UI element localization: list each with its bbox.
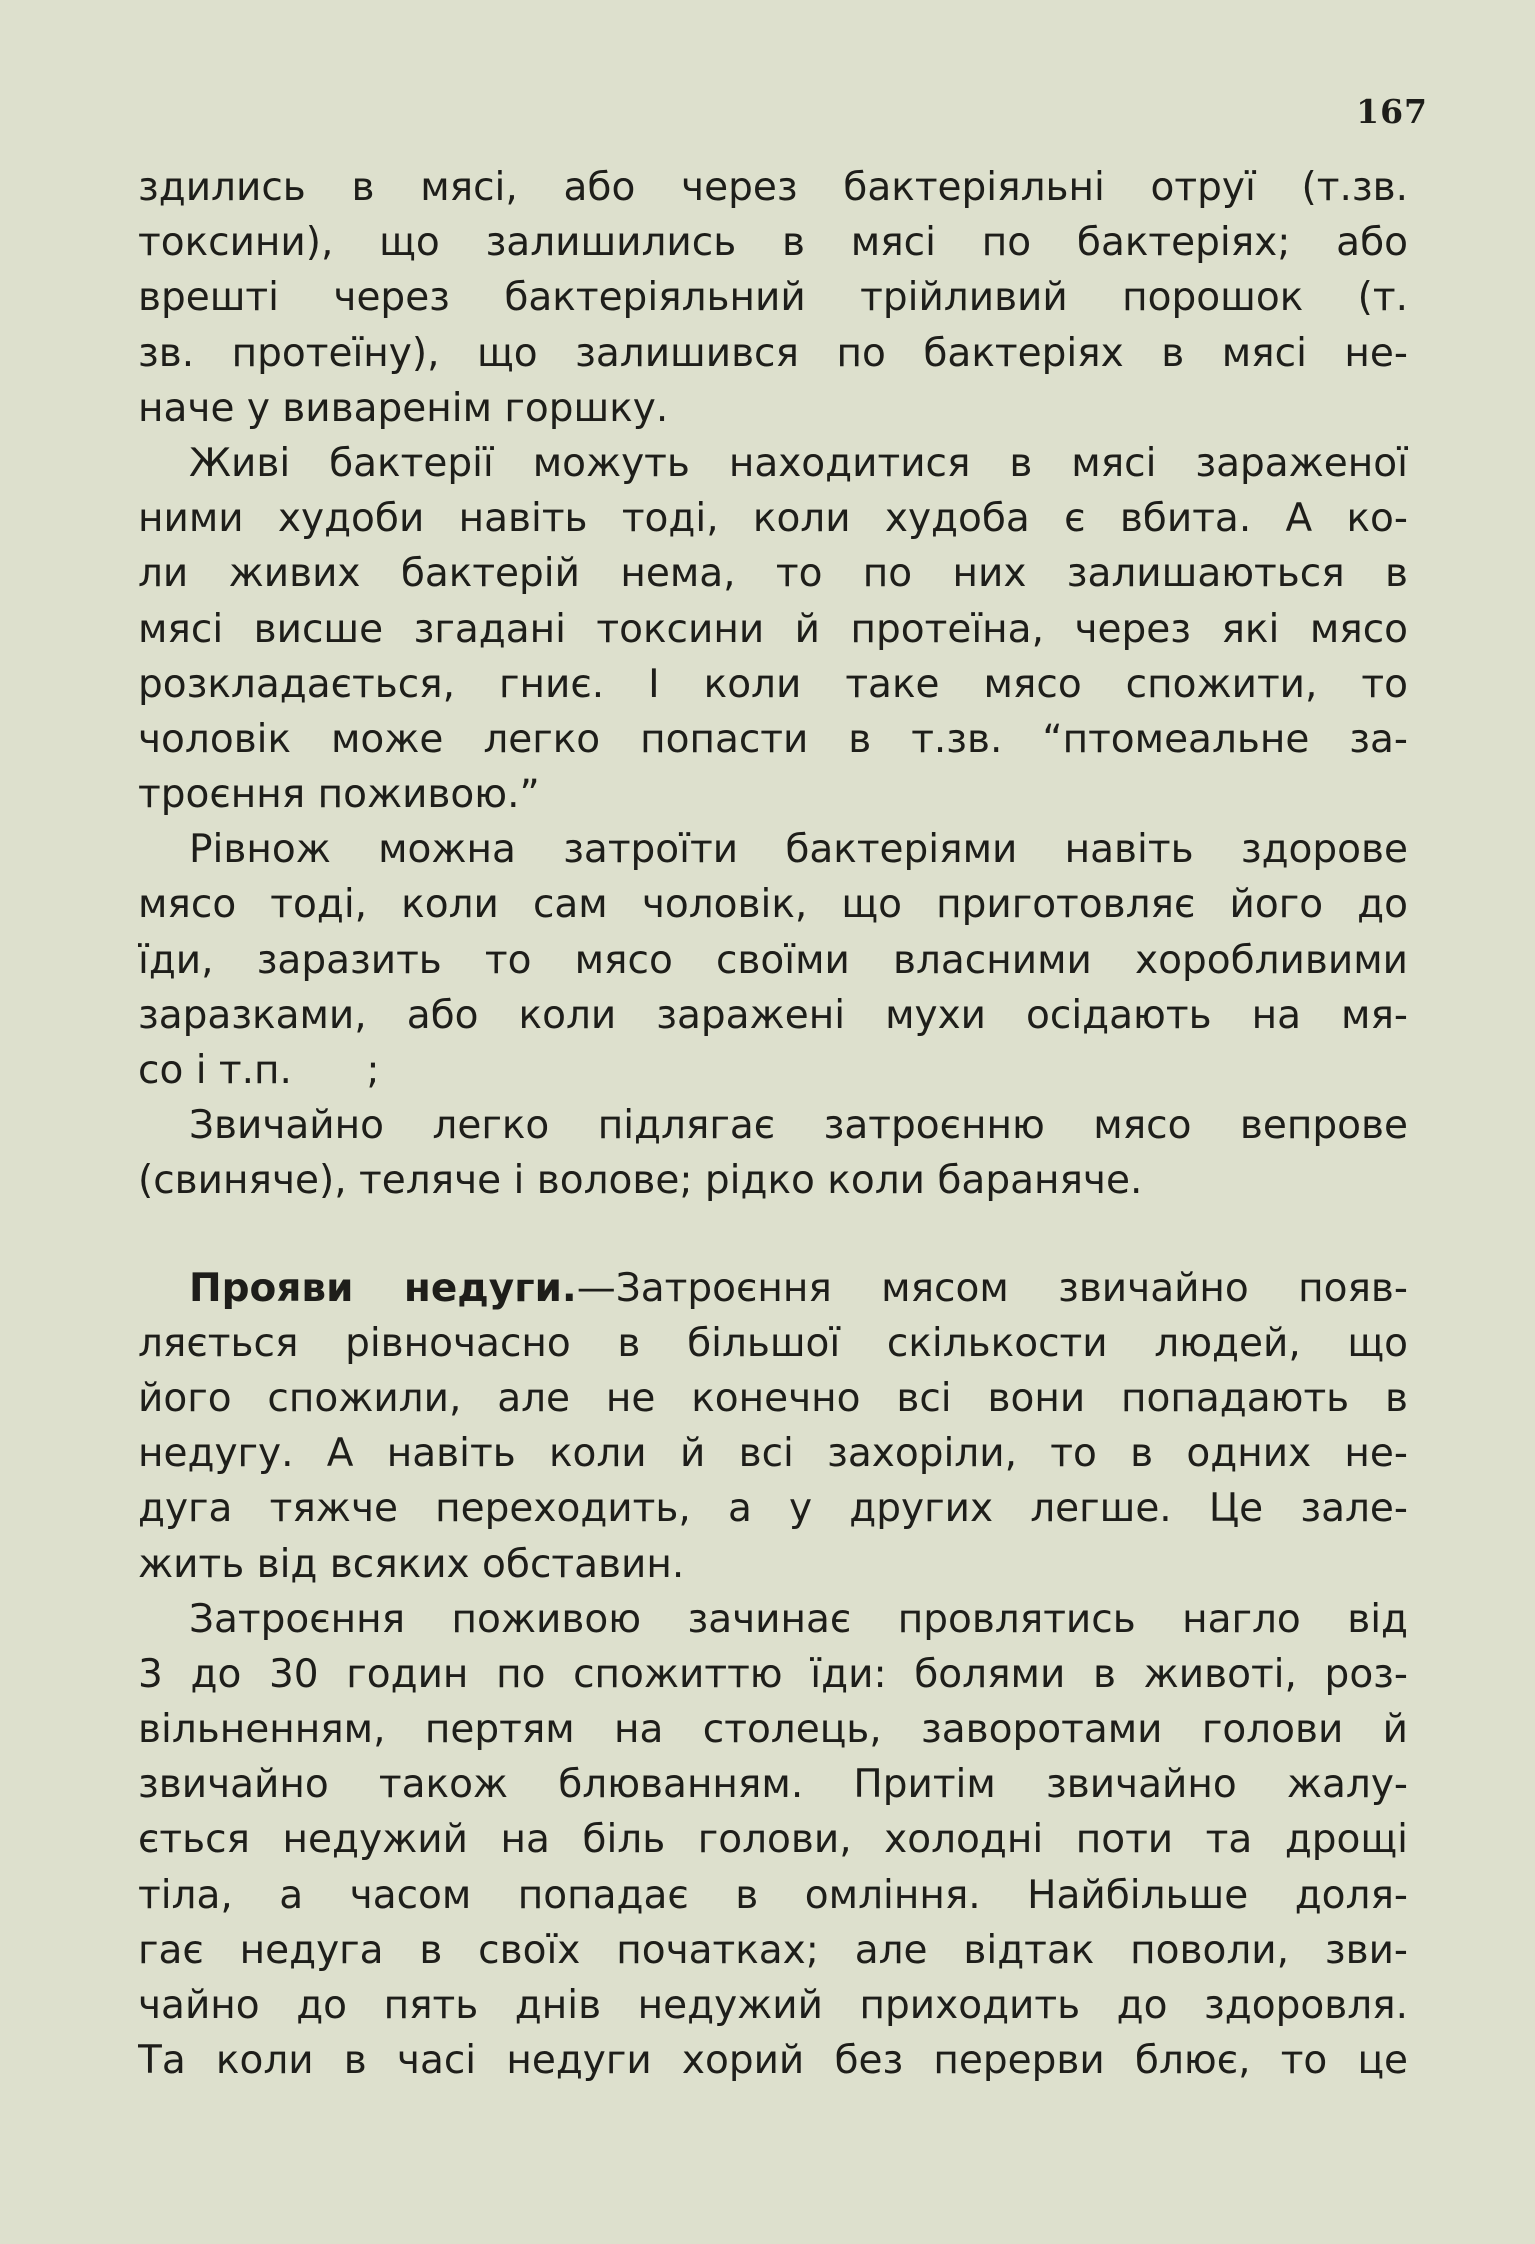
text-line: токсини), що залишились в мясі по бактеріях; або [138, 220, 1408, 266]
text-line: гає недуга в своїх початках; але відтак поволи, зви- [138, 1927, 1408, 1973]
paragraph [138, 1098, 1408, 1208]
text-line: дуга тяжче переходить, а у других легше. Це зале- [138, 1486, 1408, 1532]
text-line: троєння поживою.” [138, 772, 540, 818]
text-line: мясі висше згадані токсини й протеїна, через які мясо [138, 606, 1408, 652]
text-line: їди, заразить то мясо своїми власними хоробливими [138, 937, 1408, 983]
text-line: со і т.п. ; [138, 1048, 380, 1093]
text-line: вільненням, пертям на столець, заворотами голови й [138, 1707, 1408, 1753]
text-line: Та коли в часі недуги хорий без перерви блює, то це [138, 2038, 1408, 2084]
text-line: ється недужий на біль голови, холодні поти та дрощі [138, 1817, 1408, 1863]
text-line: Звичайно легко підлягає затроєнню мясо вепрове [189, 1103, 1408, 1149]
text-line: жить від всяких обставин. [138, 1541, 685, 1587]
text-line: його спожили, але не конечно всі вони попадають в [138, 1375, 1408, 1421]
text-line: 3 до 30 годин по спожиттю їди: болями в животі, роз- [138, 1651, 1408, 1697]
paragraph [138, 1592, 1408, 2089]
text-line: заразками, або коли заражені мухи осідають на мя- [138, 992, 1408, 1038]
text-line: Рівнож можна затроїти бактеріями навіть здорове [189, 827, 1408, 873]
text-line: здились в мясі, або через бактеріяльні отруї (т.зв. [138, 165, 1408, 210]
paragraph [138, 436, 1408, 822]
text-line: чайно до пять днів недужий приходить до здоровля. [138, 1983, 1408, 2028]
text-line: розкладається, гниє. І коли таке мясо спожити, то [138, 661, 1408, 707]
text-line: зв. протеїну), що залишився по бактеріях в мясі не- [138, 330, 1408, 376]
text-line: Затроєння поживою зачинає провлятись нагло від [189, 1596, 1408, 1642]
text-line: врешті через бактеріяльний трійливий порошок (т. [138, 275, 1408, 321]
paragraph [138, 160, 1408, 436]
text-line: недугу. А навіть коли й всі захоріли, то в одних не- [138, 1431, 1408, 1477]
text-line: ляється рівночасно в більшої скількости людей, що [138, 1320, 1408, 1366]
paragraph [138, 822, 1408, 1098]
text-line: тіла, а часом попадає в омління. Найбільше доля- [138, 1872, 1408, 1918]
section-gap [138, 1209, 1408, 1261]
text-line-rest: —Затроєння мясом звичайно появ- [576, 1265, 1408, 1311]
page-number: 167 [1356, 92, 1428, 131]
page-text [138, 160, 1408, 2088]
section-heading: Прояви недуги. [189, 1265, 577, 1311]
text-line: Живі бактерії можуть находитися в мясі зараженої [189, 440, 1408, 486]
text-line: ли живих бактерій нема, то по них залишаються в [138, 551, 1408, 597]
paragraph [138, 1261, 1408, 1592]
text-line: наче у виваренім горшку. [138, 385, 669, 431]
text-line: чоловік може легко попасти в т.зв. “птомеальне за- [138, 716, 1408, 762]
text-line: ними худоби навіть тоді, коли худоба є вбита. А ко- [138, 496, 1408, 542]
text-line: (свиняче), теляче і волове; рідко коли бараняче. [138, 1158, 1143, 1204]
text-line: звичайно також блюванням. Притім звичайно жалу- [138, 1762, 1408, 1808]
text-line [138, 1261, 1408, 1316]
text-line: мясо тоді, коли сам чоловік, що приготовляє його до [138, 882, 1408, 928]
